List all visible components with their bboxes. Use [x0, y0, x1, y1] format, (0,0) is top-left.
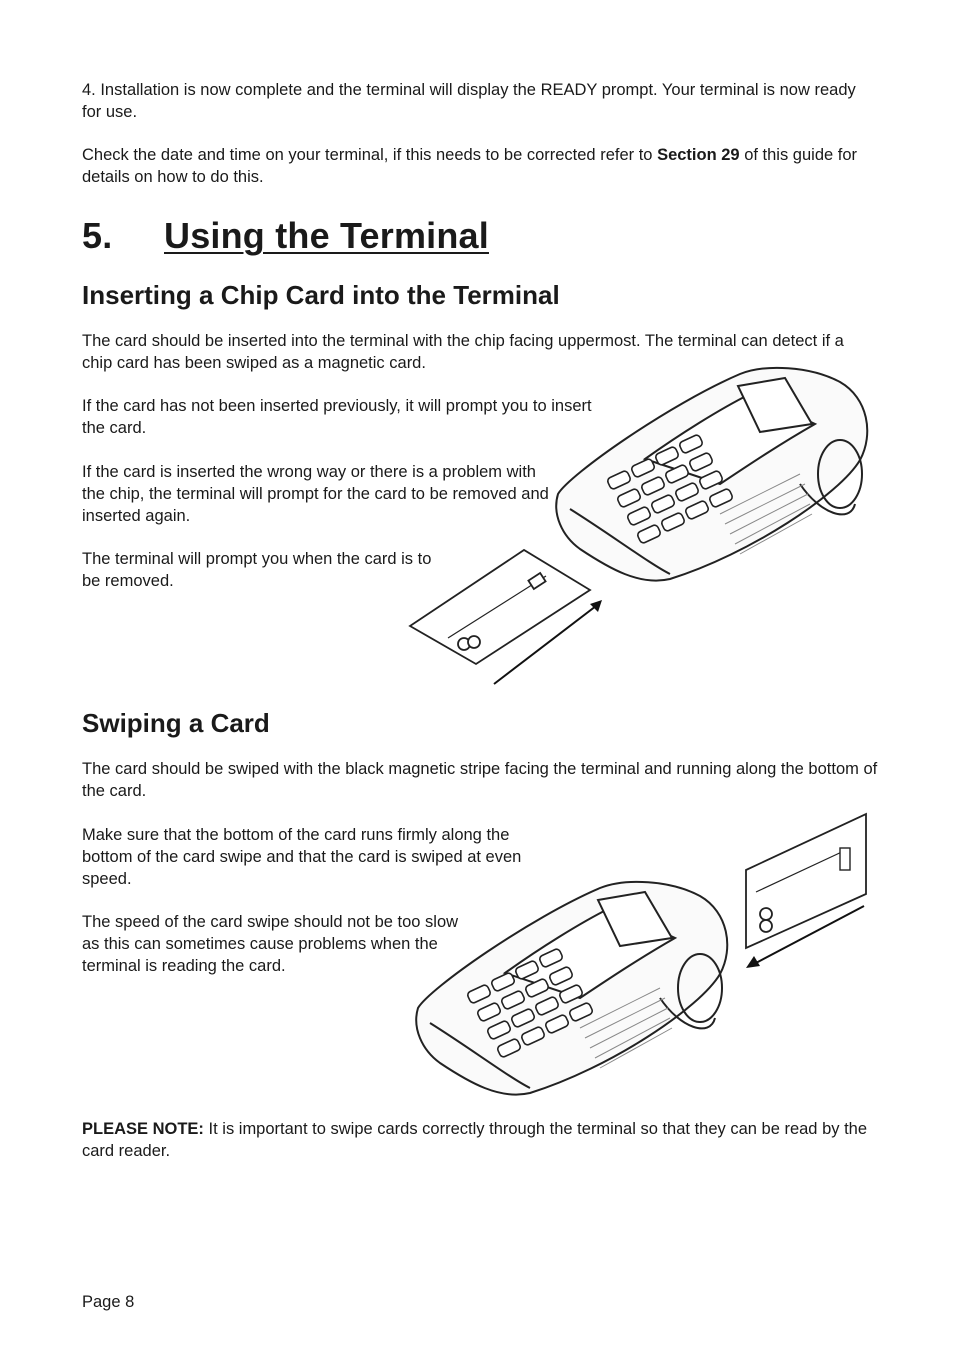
chip-paragraph-3: If the card is inserted the wrong way or there is a problem with the chip, the terminal will prompt for the card to be removed and inserted again. — [82, 463, 549, 525]
section-number: 5. — [82, 215, 113, 256]
chip-paragraph-4: The terminal will prompt you when the card is to be removed. — [82, 550, 432, 590]
section-reference: Section 29 — [657, 146, 740, 164]
terminal-illustration-swipe — [410, 878, 736, 1100]
chip-paragraph-2: If the card has not been inserted previously, it will prompt you to insert the card. — [82, 397, 592, 437]
installation-step-4: 4. Installation is now complete and the terminal will display the READY prompt. Your terminal is now ready for use. — [82, 81, 856, 121]
date-time-paragraph — [82, 144, 872, 188]
section-heading — [82, 212, 489, 260]
swipe-arrow — [742, 900, 868, 972]
date-time-text-end: of this guide for details on how to do this. — [82, 146, 858, 186]
insert-arrow — [488, 596, 608, 688]
swiping-heading: Swiping a Card — [82, 708, 270, 738]
swipe-paragraph-3: The speed of the card swipe should not be too slow as this can sometimes cause problems when the terminal is reading the card. — [82, 913, 459, 975]
date-time-text: Check the date and time on your terminal, if this needs to be corrected refer to — [82, 146, 658, 164]
swipe-paragraph-1: The card should be swiped with the black magnetic stripe facing the terminal and running along the bottom of the card. — [82, 760, 878, 800]
chip-paragraph-1: The card should be inserted into the terminal with the chip facing uppermost. The terminal can detect if a chip card has been swiped as a magnetic card. — [82, 332, 844, 372]
swipe-paragraph-2: Make sure that the bottom of the card runs firmly along the bottom of the card swipe and that the card is swiped at even speed. — [82, 826, 522, 888]
please-note-label: PLEASE NOTE: — [82, 1120, 204, 1138]
terminal-illustration-insert — [550, 364, 876, 586]
please-note — [82, 1118, 872, 1162]
section-title: Using the Terminal — [164, 215, 489, 256]
please-note-text: It is important to swipe cards correctly through the terminal so that they can be read by the card reader. — [82, 1120, 868, 1160]
page-number: Page 8 — [82, 1293, 135, 1311]
chip-card-heading: Inserting a Chip Card into the Terminal — [82, 280, 560, 310]
